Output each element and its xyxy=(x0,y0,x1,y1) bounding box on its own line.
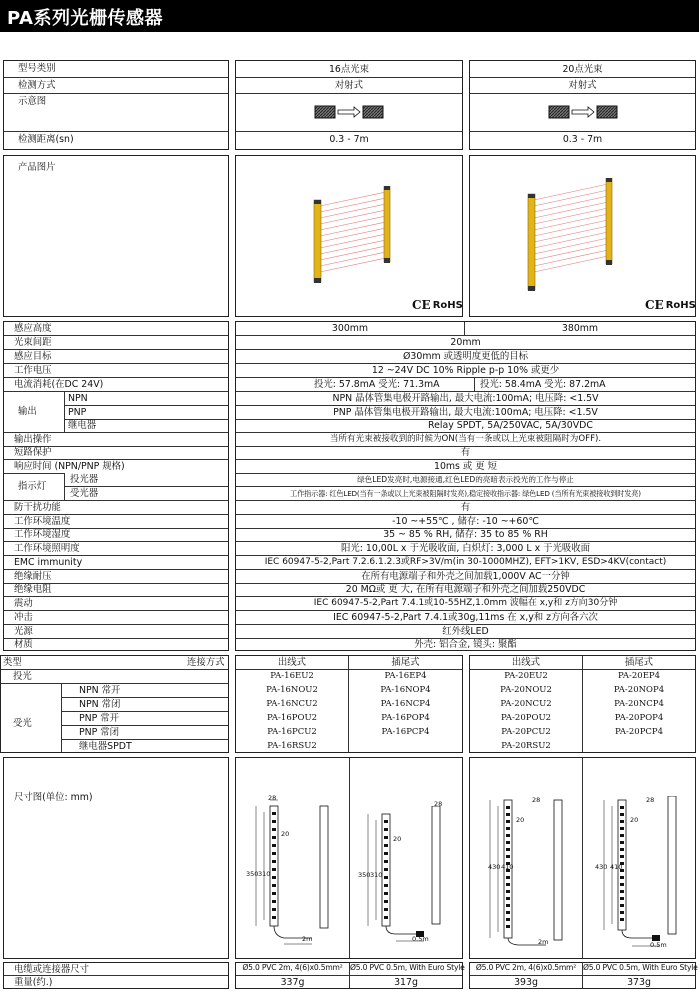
model-16-pnp-no-conn: PA-16POP4 xyxy=(381,713,430,723)
col20-distance: 0.3 - 7m xyxy=(562,134,603,145)
col20-top-box xyxy=(469,60,696,150)
page-title: PA系列光栅传感器 xyxy=(7,8,163,29)
rx-pnp-no-label: PNP 常开 xyxy=(79,713,120,724)
target-label: 感应目标 xyxy=(14,351,52,362)
height-16: 300mm xyxy=(331,323,369,334)
rx-relay-label: 继电器SPDT xyxy=(79,741,132,752)
model-20-tx-cable: PA-20EU2 xyxy=(504,671,548,681)
light-value: 红外线LED xyxy=(442,626,489,637)
dim-20a-height1: 430 xyxy=(488,863,501,871)
weight-20-connector: 373g xyxy=(627,977,651,988)
target-value: Ø30mm 或透明度更低的目标 xyxy=(403,351,528,362)
output-pnp-label: PNP xyxy=(68,407,87,418)
type-label: 类型 xyxy=(3,657,22,668)
light-curtain-16-image xyxy=(306,186,396,296)
cable-20-cable: Ø5.0 PVC 2m, 4(6)x0.5mm² xyxy=(475,963,577,972)
col16-distance: 0.3 - 7m xyxy=(329,134,369,145)
product-image-16 xyxy=(235,155,463,317)
specs-label-box xyxy=(3,321,229,651)
col20-mode: 对射式 xyxy=(568,80,597,91)
height-20: 380mm xyxy=(561,323,599,334)
schematic-label: 示意图 xyxy=(18,96,47,107)
product-image-20 xyxy=(469,155,696,317)
model-16-npn-no-cable: PA-16NOU2 xyxy=(266,685,318,695)
output-op-label: 输出操作 xyxy=(14,434,52,445)
connection-label: 连接方式 xyxy=(187,657,225,668)
dim-16b-height2: 310 xyxy=(370,871,383,879)
type-label-box xyxy=(3,60,229,150)
receiver-label: 受光 xyxy=(13,718,32,729)
current-16: 投光: 57.8mA 受光: 71.3mA xyxy=(314,379,440,390)
bottom-16-box xyxy=(235,962,463,989)
indicator-rx-label: 受光器 xyxy=(70,488,99,499)
bottom-label-box xyxy=(3,962,229,989)
temp-value: -10 ~+55℃ , 储存: -10 ~+60℃ xyxy=(392,516,539,527)
dimension-label: 尺寸图(单位: mm) xyxy=(14,792,93,803)
cable-size-label: 电缆或连接器尺寸 xyxy=(14,964,90,975)
col20-model: 20点光束 xyxy=(562,64,603,75)
weight-20-cable: 393g xyxy=(514,977,538,988)
vibration-value: IEC 60947-5-2,Part 7.4.1或10-55HZ,1.0mm 波幅在 x,y和 z方向30分钟 xyxy=(313,598,618,608)
emc-label: EMC immunity xyxy=(14,557,83,568)
connector-type-head: 插尾式 xyxy=(624,657,654,668)
beam-gap-label: 光束间距 xyxy=(14,337,52,348)
dim-20b-pitch: 20 xyxy=(630,816,639,824)
model-16-npn-no-conn: PA-16NOP4 xyxy=(380,685,431,695)
ce-rohs-mark xyxy=(645,298,696,312)
specs-value-box xyxy=(235,321,696,651)
model-16-pnp-no-cable: PA-16POU2 xyxy=(266,713,318,723)
humid-label: 工作环境湿度 xyxy=(14,529,71,540)
indicator-tx-value: 绿色LED发亮时,电源接通,红色LED的亮暗表示投光的工作与停止 xyxy=(357,475,574,484)
ce-mark: CE xyxy=(645,298,664,312)
dim-16a-height1: 350 xyxy=(246,870,259,878)
dim-20b-width: 28 xyxy=(646,796,655,804)
rx-pnp-nc-label: PNP 常闭 xyxy=(79,727,120,738)
dim-20a-pitch: 20 xyxy=(516,816,525,824)
model-20-npn-nc-cable: PA-20NCU2 xyxy=(500,699,552,709)
model-16-pnp-nc-cable: PA-16PCU2 xyxy=(267,727,317,737)
thru-beam-schematic-icon xyxy=(548,104,618,120)
model-label-box xyxy=(0,655,229,753)
model-20-npn-no-cable: PA-20NOU2 xyxy=(500,685,552,695)
lux-value: 阳光: 10,00L x 于光吸收面, 白炽灯: 3,000 L x 于光吸收面 xyxy=(341,543,590,554)
output-npn-value: NPN 晶体管集电极开路输出, 最大电流:100mA; 电压降: <1.5V xyxy=(332,393,599,404)
humid-value: 35 ~ 85 % RH, 储存: 35 to 85 % RH xyxy=(383,529,548,540)
model-20-npn-nc-conn: PA-20NCP4 xyxy=(614,699,664,709)
dim-20a-height2: 410 xyxy=(501,863,514,871)
indicator-tx-label: 投光器 xyxy=(70,474,99,485)
height-label: 感应高度 xyxy=(14,323,52,334)
output-op-value: 当所有光束被接收到的时候为ON(当有一条或以上光束被阻隔时为OFF). xyxy=(329,434,602,444)
product-image-label: 产品图片 xyxy=(18,162,56,173)
page-header xyxy=(0,0,699,32)
emc-value: IEC 60947-5-2,Part 7.2.6.1.2.3或RF>3V/m(in 30-1000MHZ), EFT>1KV, ESD>4KV(contact) xyxy=(264,557,667,567)
anti-label: 防干扰功能 xyxy=(14,502,61,513)
model-16-npn-nc-cable: PA-16NCU2 xyxy=(266,699,318,709)
dim-16a-height2: 310 xyxy=(258,870,271,878)
model-20-npn-no-conn: PA-20NOP4 xyxy=(613,685,665,695)
dimension-20-box xyxy=(469,757,696,959)
weight-label: 重量(约.) xyxy=(14,977,53,988)
dimension-20-connector-drawing xyxy=(598,796,694,951)
response-value: 10ms 或 更 短 xyxy=(433,461,497,472)
light-label: 光源 xyxy=(14,626,33,637)
insulation-label: 绝缘电阻 xyxy=(14,584,52,595)
bottom-20-box xyxy=(469,962,696,989)
model-20-pnp-nc-conn: PA-20PCP4 xyxy=(614,727,664,737)
cable-16-cable: Ø5.0 PVC 2m, 4(6)x0.5mm² xyxy=(242,963,343,972)
model-16-tx-cable: PA-16EU2 xyxy=(270,671,314,681)
model-20-relay-cable: PA-20RSU2 xyxy=(501,741,551,751)
model-20-pnp-nc-cable: PA-20PCU2 xyxy=(501,727,551,737)
voltage-value: 12 ~24V DC 10% Ripple p-p 10% 或更少 xyxy=(371,365,560,376)
emitter-label: 投光 xyxy=(13,671,32,682)
dim-20a-width: 28 xyxy=(532,796,541,804)
thru-beam-schematic-icon xyxy=(314,104,384,120)
lux-label: 工作环境照明度 xyxy=(14,543,80,554)
dim-20b-cable-length: 0.5m xyxy=(650,941,667,949)
current-label: 电流消耗(在DC 24V) xyxy=(14,379,104,390)
material-label: 材质 xyxy=(14,639,33,650)
cable-20-connector: Ø5.0 PVC 0.5m, With Euro Style xyxy=(583,963,698,972)
model-16-pnp-nc-conn: PA-16PCP4 xyxy=(381,727,430,737)
dim-16b-width: 28 xyxy=(434,800,443,808)
output-npn-label: NPN xyxy=(68,393,88,404)
response-label: 响应时间 (NPN/PNP 规格) xyxy=(14,461,125,472)
model-16-tx-conn: PA-16EP4 xyxy=(384,671,427,681)
indicator-label: 指示灯 xyxy=(18,481,47,492)
model-20-pnp-no-cable: PA-20POU2 xyxy=(500,713,552,723)
light-curtain-20-image xyxy=(520,178,620,303)
rx-npn-no-label: NPN 常开 xyxy=(79,685,121,696)
dim-16a-pitch: 20 xyxy=(281,830,290,838)
cable-16-connector: Ø5.0 PVC 0.5m, With Euro Style xyxy=(350,963,465,972)
model-table-16 xyxy=(235,655,463,753)
dim-20b-height2: 410 xyxy=(610,863,623,871)
model-type-label: 型号类别 xyxy=(18,63,56,74)
dim-20a-cable-length: 2m xyxy=(538,938,549,946)
weight-16-cable: 337g xyxy=(280,977,305,988)
model-table-20 xyxy=(469,655,696,753)
cable-type-head: 出线式 xyxy=(511,657,541,668)
ce-rohs-mark xyxy=(412,298,463,312)
connector-type-head: 插尾式 xyxy=(391,657,420,668)
beam-gap-value: 20mm xyxy=(450,337,481,348)
dimension-20-cable-drawing xyxy=(484,796,580,951)
insulation-value: 20 MΩ或 更 大, 在所有电源端子和外壳之间加载250VDC xyxy=(345,584,586,595)
detect-distance-label: 检测距离(sn) xyxy=(18,134,74,145)
shock-label: 冲击 xyxy=(14,612,33,623)
model-16-relay-cable: PA-16RSU2 xyxy=(267,741,317,751)
col16-top-box xyxy=(235,60,463,150)
dimension-label-box xyxy=(3,757,229,959)
dim-16b-cable-length: 0.5m xyxy=(412,935,429,943)
rohs-mark: RoHS xyxy=(432,299,463,311)
output-relay-label: 继电器 xyxy=(68,420,97,431)
voltage-label: 工作电压 xyxy=(14,365,52,376)
product-label-box xyxy=(3,155,229,317)
output-pnp-value: PNP 晶体管集电极开路输出, 最大电流:100mA; 电压降: <1.5V xyxy=(333,407,598,418)
dim-16b-pitch: 20 xyxy=(393,835,402,843)
vibration-label: 震动 xyxy=(14,598,33,609)
indicator-rx-value: 工作指示器: 红色LED(当有一条或以上光束被阻隔时发亮),稳定接收指示器: 绿色LED (当所有光束被接收到时发亮) xyxy=(290,489,641,498)
output-label: 输出 xyxy=(18,406,37,417)
dim-16b-height1: 350 xyxy=(358,871,371,879)
dim-16a-width: 28 xyxy=(268,794,277,802)
ce-mark: CE xyxy=(412,298,431,312)
rx-npn-nc-label: NPN 常闭 xyxy=(79,699,121,710)
short-label: 短路保护 xyxy=(14,447,52,458)
temp-label: 工作环境温度 xyxy=(14,516,71,527)
detect-mode-label: 检测方式 xyxy=(18,80,56,91)
cable-type-head: 出线式 xyxy=(277,657,307,668)
model-20-tx-conn: PA-20EP4 xyxy=(617,671,661,681)
material-value: 外壳: 铝合金, 镜头: 聚酯 xyxy=(414,639,517,650)
col16-model: 16点光束 xyxy=(328,64,370,75)
rohs-mark: RoHS xyxy=(665,299,696,311)
col16-mode: 对射式 xyxy=(334,80,364,91)
dim-16a-cable-length: 2m xyxy=(302,935,313,943)
shock-value: IEC 60947-5-2,Part 7.4.1或30g,11ms 在 x,y和 z方向各六次 xyxy=(333,612,598,623)
model-16-npn-nc-conn: PA-16NCP4 xyxy=(380,699,431,709)
model-20-pnp-no-conn: PA-20POP4 xyxy=(614,713,664,723)
output-relay-value: Relay SPDT, 5A/250VAC, 5A/30VDC xyxy=(428,420,593,431)
withstand-value: 在所有电源端子和外壳之间加载1,000V AC一分钟 xyxy=(361,571,570,582)
dimension-16-box xyxy=(235,757,463,959)
current-20: 投光: 58.4mA 受光: 87.2mA xyxy=(480,379,606,390)
dim-20b-height1: 430 xyxy=(595,863,608,871)
weight-16-connector: 317g xyxy=(394,977,418,988)
anti-value: 有 xyxy=(460,502,471,513)
withstand-label: 绝缘耐压 xyxy=(14,571,52,582)
short-value: 有 xyxy=(460,447,471,458)
